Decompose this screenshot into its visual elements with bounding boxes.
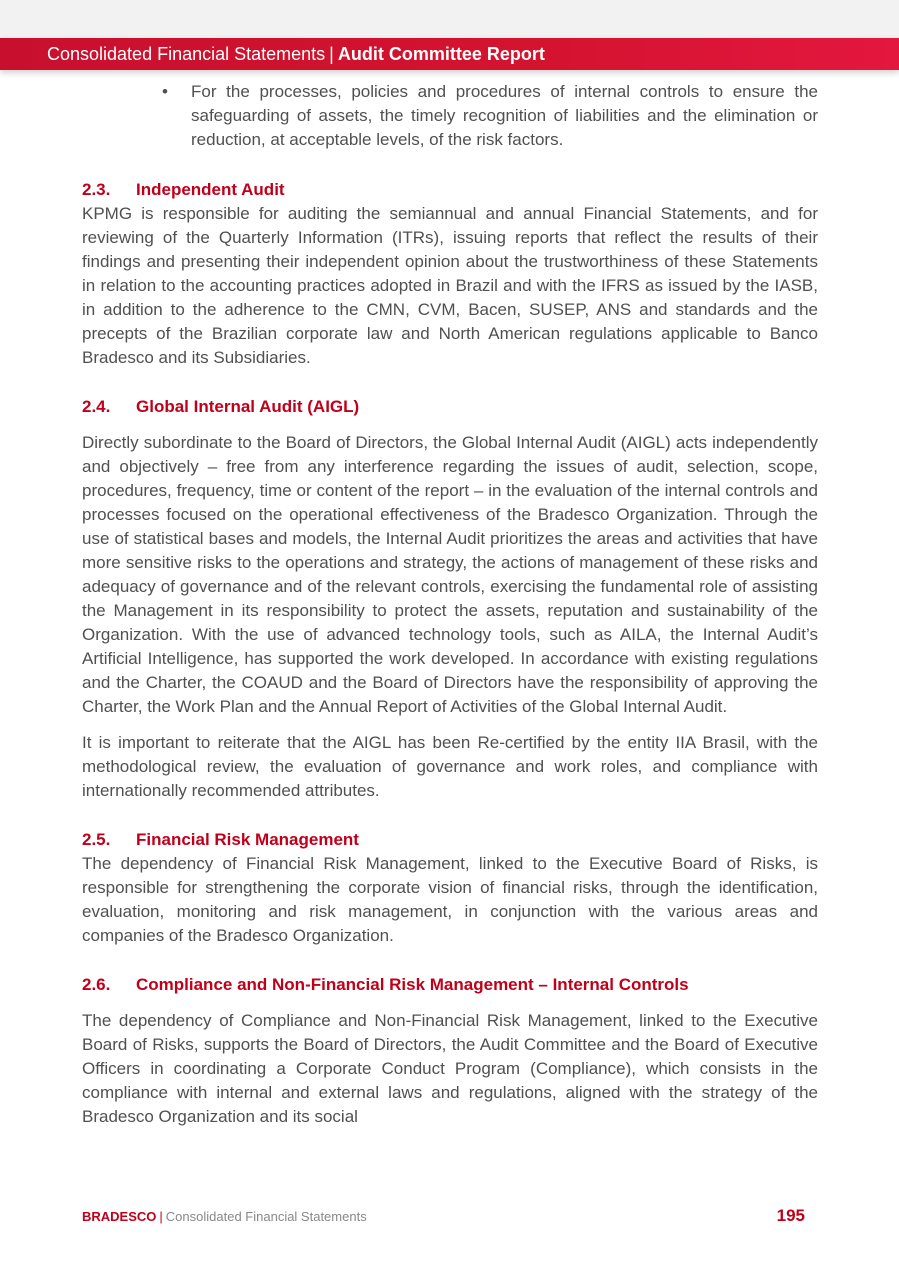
page-number: 195 xyxy=(776,1206,805,1225)
section-number: 2.4. xyxy=(82,397,111,416)
section-title: Compliance and Non-Financial Risk Management – Internal Controls xyxy=(136,975,689,994)
section-paragraph: KPMG is responsible for auditing the semiannual and annual Financial Statements, and for reviewing of the Quarterly Information (ITRs), issuing reports that reflect the results of their findings and presenting their independent opinion about the trustworthiness of these Statements in relation to the accounting practices adopted in Brazil and with the IFRS as issued by the IASB, in addition to the adherence to the CMN, CVM, Bacen, SUSEP, ANS and standards and the precepts of the Brazilian corporate law and North American regulations applicable to Banco Bradesco and its Subsidiaries. xyxy=(82,204,818,367)
section-heading-2-3 xyxy=(82,178,818,202)
header-section: Consolidated Financial Statements xyxy=(47,44,326,64)
header-separator: | xyxy=(329,44,334,64)
section-paragraph: The dependency of Financial Risk Management, linked to the Executive Board of Risks, is responsible for strengthening the corporate vision of financial risks, through the identification, evaluation, monitoring and risk management, in conjunction with the various areas and companies of the Bradesco Organization. xyxy=(82,854,818,945)
page-content xyxy=(82,80,818,1129)
section-number: 2.3. xyxy=(82,180,111,199)
section-paragraph: Directly subordinate to the Board of Directors, the Global Internal Audit (AIGL) acts independently and objectively – free from any interference regarding the issues of audit, selection, scope, procedures, frequency, time or content of the report – in the evaluation of the internal controls and processes focused on the operational effectiveness of the Bradesco Organization. Through the use of statistical bases and models, the Internal Audit prioritizes the areas and activities that have more sensitive risks to the operations and strategy, the actions of management of these risks and adequacy of governance and of the relevant controls, exercising the fundamental role of assisting the Management in its responsibility to protect the assets, reputation and sustainability of the Organization. With the use of advanced technology tools, such as AILA, the Internal Audit’s Artificial Intelligence, has supported the work developed. In accordance with existing regulations and the Charter, the COAUD and the Board of Directors have the responsibility of approving the Charter, the Work Plan and the Annual Report of Activities of the Global Internal Audit. xyxy=(82,433,818,716)
footer-separator: | xyxy=(159,1209,163,1224)
section-title: Global Internal Audit (AIGL) xyxy=(136,397,360,416)
header-title: Audit Committee Report xyxy=(337,44,545,64)
section-heading-2-6 xyxy=(82,973,818,997)
page-footer xyxy=(82,1206,805,1226)
section-paragraph: It is important to reiterate that the AIGL has been Re-certified by the entity IIA Brasil, with the methodological review, the evaluation of governance and work roles, and compliance with internationally recommended attributes. xyxy=(82,733,818,800)
section-heading-2-5 xyxy=(82,828,818,852)
section-title: Financial Risk Management xyxy=(136,830,359,849)
section-number: 2.5. xyxy=(82,830,111,849)
section-number: 2.6. xyxy=(82,975,111,994)
bullet-dot: • xyxy=(162,82,168,101)
header-bar xyxy=(0,38,899,70)
section-title: Independent Audit xyxy=(136,180,285,199)
bullet-text: For the processes, policies and procedures of internal controls to ensure the safeguarding of assets, the timely recognition of liabilities and the elimination or reduction, at acceptable levels, of the risk factors. xyxy=(191,82,818,149)
bullet-item xyxy=(162,80,818,152)
footer-label xyxy=(82,1209,367,1224)
footer-brand: BRADESCO xyxy=(82,1209,157,1224)
footer-text: Consolidated Financial Statements xyxy=(165,1209,367,1224)
section-heading-2-4 xyxy=(82,395,818,419)
section-paragraph: The dependency of Compliance and Non-Financial Risk Management, linked to the Executive Board of Risks, supports the Board of Directors, the Audit Committee and the Board of Executive Officers in coordinating a Corporate Conduct Program (Compliance), which consists in the compliance with internal and external laws and regulations, aligned with the strategy of the Bradesco Organization and its social xyxy=(82,1011,818,1126)
top-margin xyxy=(0,0,899,38)
